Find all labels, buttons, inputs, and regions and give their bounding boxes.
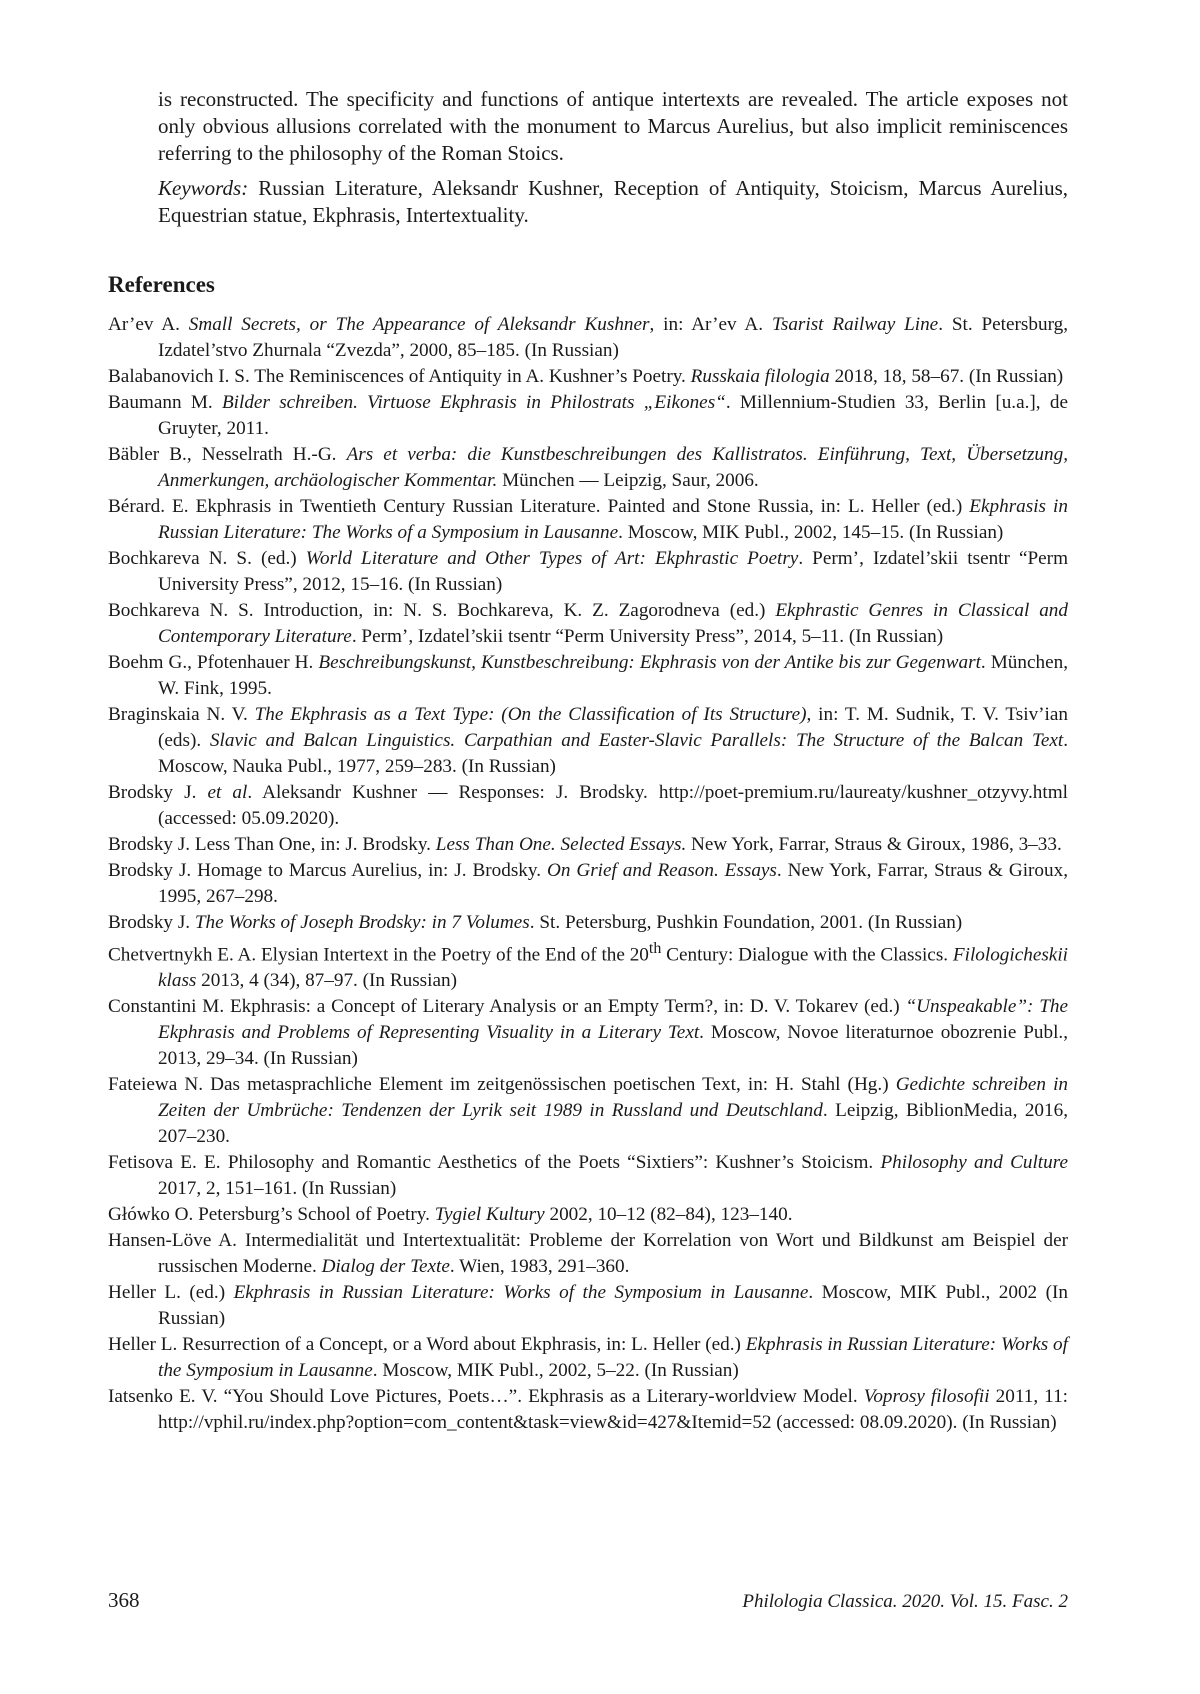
page-body xyxy=(108,86,1068,1436)
reference-entry xyxy=(108,858,1068,910)
reference-title: Ekphrastic Genres in Classical and Contemporary Literature xyxy=(158,600,1068,648)
reference-entry xyxy=(108,1332,1068,1384)
reference-title: Beschreibungskunst, Kunstbeschreibung: Ekphrasis von der Antike bis zur Gegenwart xyxy=(318,652,981,674)
reference-text: . Wien, 1983, 291–360. xyxy=(449,1256,630,1278)
reference-text: . Aleksandr Kushner — Responses: J. Brodsky. http://poet-premium.ru/laureaty/kushner_otzyvy.html (accessed: 05.09.2020). xyxy=(158,782,1068,830)
reference-title: Ekphrasis in Russian Literature: The Works of a Symposium in Lausanne xyxy=(158,496,1068,544)
reference-title: Slavic and Balcan Linguistics. Carpathian and Easter-Slavic Parallels: The Structure of the Balcan Text xyxy=(209,730,1064,752)
reference-text: . Moscow, MIK Publ., 2002 (In Russian) xyxy=(158,1282,1068,1330)
reference-entry xyxy=(108,1150,1068,1202)
reference-text: Century: Dialogue with the Classics. xyxy=(661,944,953,966)
reference-text: , in: T. M. Sudnik, T. V. Tsiv’ian (eds). xyxy=(158,704,1069,752)
reference-entry xyxy=(108,1280,1068,1332)
reference-text: New York, Farrar, Straus & Giroux, 1986, 3–33. xyxy=(686,834,1062,856)
reference-text: Główko O. Petersburg’s School of Poetry. xyxy=(108,1204,435,1226)
reference-entry xyxy=(108,1384,1068,1436)
reference-text: Baumann M. xyxy=(108,392,222,414)
reference-entry xyxy=(108,936,1068,994)
reference-entry xyxy=(108,546,1068,598)
references-list xyxy=(108,312,1068,1436)
reference-text: 2002, 10–12 (82–84), 123–140. xyxy=(544,1204,793,1226)
reference-entry xyxy=(108,650,1068,702)
reference-text: Bochkareva N. S. Introduction, in: N. S. Bochkareva, K. Z. Zagorodneva (ed.) xyxy=(108,600,776,622)
abstract-text: is reconstructed. The specificity and functions of antique intertexts are revealed. The article exposes not only obvious allusions correlated with the monument to Marcus Aurelius, but also implicit reminiscences referring to the philosophy of the Roman Stoics. xyxy=(158,87,1068,166)
reference-entry xyxy=(108,780,1068,832)
reference-entry xyxy=(108,994,1068,1072)
reference-text: . Millennium-Studien 33, Berlin [u.a.], de Gruyter, 2011. xyxy=(158,392,1068,440)
reference-text: Boehm G., Pfotenhauer H. xyxy=(108,652,319,674)
reference-text: Brodsky J. xyxy=(108,912,195,934)
reference-text: Hansen-Löve A. Intermedialität und Intertextualität: Probleme der Korrelation von Wort und Bildkunst am Beispiel der russischen Moderne. xyxy=(108,1230,1068,1278)
keywords-list: Russian Literature, Aleksandr Kushner, Reception of Antiquity, Stoicism, Marcus Aurelius, Equestrian statue, Ekphrasis, Intertextuality. xyxy=(158,175,1069,227)
reference-title: Bilder schreiben. Virtuose Ekphrasis in Philostrats „Eikones“ xyxy=(221,392,726,414)
reference-text: München — Leipzig, Saur, 2006. xyxy=(497,470,759,492)
reference-text: th xyxy=(648,940,662,958)
reference-entry xyxy=(108,312,1068,364)
reference-entry xyxy=(108,1202,1068,1228)
reference-entry xyxy=(108,702,1068,780)
reference-title: Ekphrasis in Russian Literature: Works of the Symposium in Lausanne xyxy=(233,1282,809,1304)
reference-text: Bérard. E. Ekphrasis in Twentieth Century Russian Literature. Painted and Stone Russia, in: L. Heller (ed.) xyxy=(108,496,970,518)
reference-title: World Literature and Other Types of Art: Ekphrastic Poetry xyxy=(305,548,799,570)
reference-title: et al xyxy=(207,782,248,804)
keywords-label: Keywords: xyxy=(158,175,249,200)
reference-title: Less Than One. Selected Essays. xyxy=(435,834,687,856)
reference-title: Tygiel Kultury xyxy=(434,1204,545,1226)
reference-title: The Ekphrasis as a Text Type: (On the Classification of Its Structure) xyxy=(254,704,807,726)
reference-title: On Grief and Reason. Essays xyxy=(546,860,777,882)
reference-text: Brodsky J. Homage to Marcus Aurelius, in: J. Brodsky. xyxy=(108,860,547,882)
reference-entry xyxy=(108,1072,1068,1150)
reference-text: Iatsenko E. V. “You Should Love Pictures, Poets…”. Ekphrasis as a Literary-worldview Model. xyxy=(108,1386,864,1408)
reference-text: 2011, 11: http://vphil.ru/index.php?option=com_content&task=view&id=427&Itemid=52 (accessed: 08.09.2020). (In Russian) xyxy=(158,1386,1068,1434)
reference-text: . St. Petersburg, Pushkin Foundation, 2001. (In Russian) xyxy=(529,912,963,934)
reference-text: . Moscow, Nauka Publ., 1977, 259–283. (In Russian) xyxy=(158,730,1069,778)
reference-title: Ekphrasis in Russian Literature: Works of the Symposium in Lausanne xyxy=(158,1334,1068,1382)
reference-text: Chetvertnykh E. A. Elysian Intertext in the Poetry of the End of the 20 xyxy=(108,944,649,966)
reference-text: Fetisova E. E. Philosophy and Romantic Aesthetics of the Poets “Sixtiers”: Kushner’s Stoicism. xyxy=(108,1152,881,1174)
page-number: 368 xyxy=(108,1588,140,1612)
reference-text: . Leipzig, BiblionMedia, 2016, 207–230. xyxy=(158,1100,1068,1148)
reference-entry xyxy=(108,1228,1068,1280)
reference-text: . Moscow, Novoe literaturnoe obozrenie Publ., 2013, 29–34. (In Russian) xyxy=(158,1022,1068,1070)
reference-text: Brodsky J. xyxy=(108,782,208,804)
reference-text: Heller L. Resurrection of a Concept, or a Word about Ekphrasis, in: L. Heller (ed.) xyxy=(108,1334,746,1356)
reference-title: The Works of Joseph Brodsky: in 7 Volumes xyxy=(194,912,530,934)
reference-text: . New York, Farrar, Straus & Giroux, 1995, 267–298. xyxy=(158,860,1068,908)
reference-entry xyxy=(108,832,1068,858)
reference-title: Gedichte schreiben in Zeiten der Umbrüche: Tendenzen der Lyrik seit 1989 in Russland und Deutschland xyxy=(158,1074,1068,1122)
reference-entry xyxy=(108,390,1068,442)
reference-text: Bochkareva N. S. (ed.) xyxy=(108,548,306,570)
reference-text: . Moscow, MIK Publ., 2002, 5–22. (In Russian) xyxy=(372,1360,739,1382)
reference-text: Bäbler B., Nesselrath H.-G. xyxy=(108,444,347,466)
reference-title: “Unspeakable”: The Ekphrasis and Problems of Representing Visuality in a Literary Text xyxy=(158,996,1069,1044)
reference-text: Brodsky J. Less Than One, in: J. Brodsky. xyxy=(108,834,436,856)
reference-title: Russkaia filologia xyxy=(690,366,830,388)
reference-title: Voprosy filosofii xyxy=(863,1386,990,1408)
reference-text: 2013, 4 (34), 87–97. (In Russian) xyxy=(196,970,457,992)
reference-text: , in: Ar’ev A. xyxy=(649,314,772,336)
reference-entry xyxy=(108,910,1068,936)
reference-text: Ar’ev A. xyxy=(108,314,189,336)
reference-text: . Moscow, MIK Publ., 2002, 145–15. (In Russian) xyxy=(618,522,1004,544)
reference-title: Filologicheskii klass xyxy=(158,944,1068,992)
reference-text: . St. Petersburg, Izdatel’stvo Zhurnala “Zvezda”, 2000, 85–185. (In Russian) xyxy=(158,314,1069,362)
page-footer xyxy=(108,1588,1068,1613)
reference-entry xyxy=(108,598,1068,650)
reference-title: Tsarist Railway Line xyxy=(771,314,939,336)
reference-title: Small Secrets, or The Appearance of Aleksandr Kushner xyxy=(188,314,650,336)
reference-text: 2018, 18, 58–67. (In Russian) xyxy=(829,366,1064,388)
reference-text: . München, W. Fink, 1995. xyxy=(158,652,1068,700)
journal-citation: Philologia Classica. 2020. Vol. 15. Fasc. 2 xyxy=(742,1591,1068,1612)
references-heading: References xyxy=(108,272,215,298)
reference-title: Ars et verba: die Kunstbeschreibungen des Kallistratos. Einführung, Text, Übersetzung, Anmerkungen, archäologischer Kommentar. xyxy=(158,444,1068,492)
reference-entry xyxy=(108,442,1068,494)
reference-title: Dialog der Texte xyxy=(321,1256,450,1278)
keywords-paragraph xyxy=(158,175,1068,229)
reference-text: Braginskaia N. V. xyxy=(108,704,255,726)
reference-title: Philosophy and Culture xyxy=(880,1152,1068,1174)
reference-text: . Perm’, Izdatel’skii tsentr “Perm University Press”, 2012, 15–16. (In Russian) xyxy=(158,548,1068,596)
reference-text: Balabanovich I. S. The Reminiscences of Antiquity in A. Kushner’s Poetry. xyxy=(108,366,691,388)
reference-text: Fateiewa N. Das metasprachliche Element im zeitgenössischen poetischen Text, in: H. Stahl (Hg.) xyxy=(108,1074,896,1096)
reference-entry xyxy=(108,494,1068,546)
reference-text: Constantini M. Ekphrasis: a Concept of Literary Analysis or an Empty Term?, in: D. V. Tokarev (ed.) xyxy=(108,996,906,1018)
reference-text: . Perm’, Izdatel’skii tsentr “Perm University Press”, 2014, 5–11. (In Russian) xyxy=(351,626,944,648)
reference-text: Heller L. (ed.) xyxy=(108,1282,234,1304)
abstract-continuation xyxy=(158,86,1068,229)
reference-entry xyxy=(108,364,1068,390)
reference-text: 2017, 2, 151–161. (In Russian) xyxy=(158,1178,397,1200)
